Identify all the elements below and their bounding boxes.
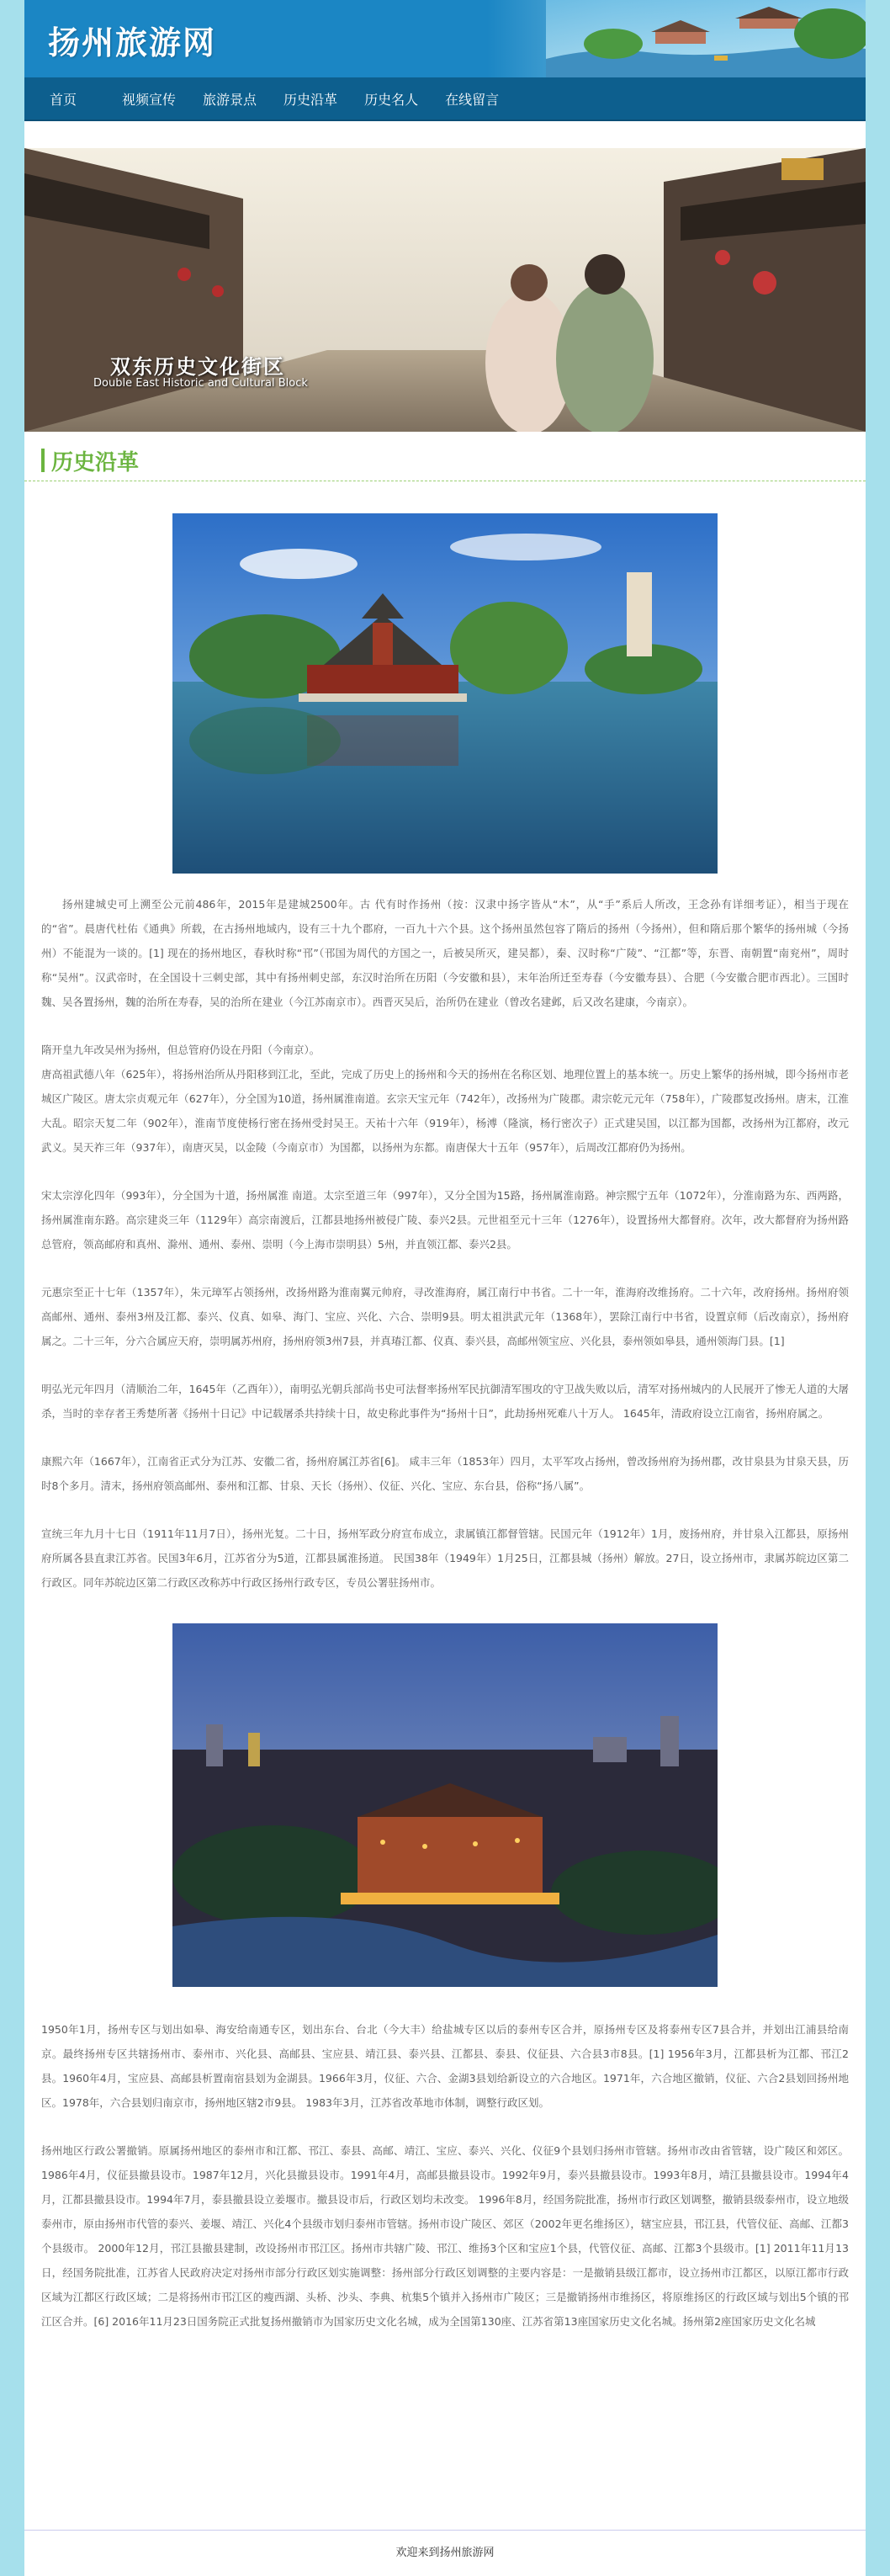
paragraph-group-9 (41, 2138, 849, 2334)
paragraph: 明弘光元年四月（清顺治二年，1645年（乙酉年）），南明弘光朝兵部尚书史可法督率扬州军民抗御清军围攻的守卫战失败以后，清军对扬州城内的人民展开了惨无人道的大屠杀，当时的幸存者王秀楚所著《扬州十日记》中记载屠杀共持续十日，故史称此事件为“扬州十日”，此劫扬州死难八十万人。 1645年，清政府设立江南省，扬州府属之。 (41, 1383, 849, 1420)
paragraph: 扬州地区行政公署撤销。原属扬州地区的泰州市和江都、邗江、泰县、高邮、靖江、宝应、泰兴、兴化、仪征9个县划归扬州市管辖。扬州市改由省管辖，设广陵区和郊区。1986年4月，仪征县撤县设市。1987年12月，兴化县撤县设市。1991年4月，高邮县撤县设市。1992年9月，泰兴县撤县设市。1993年8月，靖江县撤县设市。1994年4月，江都县撤县设市。1994年7月，泰县撤县设立姜堰市。撤县设市后，行政区划均未改变。 1996年8月，经国务院批准，扬州市行政区划调整，撤销县级泰州市，设立地级泰州市，原由扬州市代管的泰兴、姜堰、靖江、兴化4个县级市划归泰州市管辖。扬州市设广陵区、郊区（2002年更名维扬区），辖宝应县，邗江县，代管仪征、高邮、江都3个县级市。 2000年12月，邗江县撤县建制，改设扬州市邗江区。扬州市共辖广陵、邗江、维扬3个区和宝应1个县，代管仪征、高邮、江都3个县级市。[1] 2011年11月13日，经国务院批准，江苏省人民政府决定对扬州市部分行政区划实施调整：扬州部分行政区划调整的主要内容是：一是撤销县级江都市，设立扬州市江都区，以原江都市行政区域为江都区行政区域；二是将扬州市邗江区的瘦西湖、头桥、沙头、李典、杭集5个镇并入扬州市广陵区；三是撤销扬州市维扬区，将原维扬区的行政区域与划出5个镇的邗江区合并。[6] 2016年11月23日国务院正式批复扬州撤销市为国家历史文化名城，成为全国第130座、江苏省第13座国家历史文化名城。扬州第2座国家历史文化名城 (41, 2144, 849, 2328)
pavilion-lake-photo (172, 513, 718, 874)
article-content (24, 513, 866, 2334)
site-header (24, 0, 866, 77)
nav-video[interactable]: 视频宣传 (122, 91, 177, 108)
paragraph-group-3 (41, 1183, 849, 1256)
main-nav (24, 77, 866, 121)
nav-home[interactable]: 首页 (50, 91, 77, 108)
nav-scenic-spots[interactable]: 旅游景点 (203, 91, 257, 108)
site-logo[interactable]: 扬州旅游网 (48, 24, 217, 61)
paragraph: 宣统三年九月十七日（1911年11月7日），扬州光复。二十日，扬州军政分府宣布成立，隶属镇江都督管辖。民国元年（1912年）1月，废扬州府，并甘泉入江都县，原扬州府所属各县直隶江苏省。民国3年6月，江苏省分为5道，江都县属淮扬道。 民国38年（1949年）1月25日，江都县城（扬州）解放。27日，设立扬州市，隶属苏皖边区第二行政区。同年苏皖边区第二行政区改称苏中行政区扬州行政专区，专员公署驻扬州市。 (41, 1527, 849, 1589)
paragraph: 宋太宗淳化四年（993年），分全国为十道，扬州属淮 南道。太宗至道三年（997年），又分全国为15路，扬州属淮南路。神宗熙宁五年（1072年），分淮南路为东、西两路，扬州属淮南东路。高宗建炎三年（1129年）高宗南渡后，江都县地扬州被侵广陵、泰兴2县。元世祖至元十三年（1276年），设置扬州大都督府。次年，改大都督府为扬州路总管府，领高邮府和真州、滁州、通州、泰州、崇明（今上海市崇明县）5州，并直领江都、泰兴2县。 (41, 1189, 849, 1251)
paragraph-group-5 (41, 1377, 849, 1426)
paragraph: 隋开皇九年改吴州为扬州，但总管府仍设在丹阳（今南京）。 (41, 1044, 321, 1056)
banner-subtitle: Double East Historic and Cultural Block (93, 377, 308, 390)
nav-history[interactable]: 历史沿革 (283, 91, 338, 108)
paragraph-group-8 (41, 2017, 849, 2115)
site-footer: 欢迎来到扬州旅游网 (24, 2530, 866, 2576)
nav-guestbook[interactable]: 在线留言 (445, 91, 500, 108)
section-title: 历史沿革 (51, 449, 140, 475)
paragraph: 唐高祖武德八年（625年），将扬州治所从丹阳移到江北，至此，完成了历史上的扬州和今天的扬州在名称区划、地理位置上的基本统一。历史上繁华的扬州城，即今扬州市老城区广陵区。唐太宗贞观元年（627年），分全国为10道，扬州属淮南道。玄宗天宝元年（742年），改扬州为广陵郡。肃宗乾元元年（758年），广陵郡复改扬州。唐末，江淮大乱。昭宗天复二年（902年），淮南节度使杨行密在扬州受封吴王。天祐十六年（919年），杨溥（隆演，杨行密次子）正式建吴国，以江都为国都，改扬州为江都府，改元武义。吴天祚三年（937年），南唐灭吴，以金陵（今南京市）为国都，以扬州为东都。南唐保大十五年（957年），后周改江都府仍为扬州。 (41, 1068, 849, 1154)
paragraph-group-1 (41, 892, 849, 1014)
paragraph: 扬州建城史可上溯至公元前486年，2015年是建城2500年。古 代有时作扬州（按：汉隶中扬字皆从“木”，从“手”系后人所改，王念孙有详细考证），相当于现在的“省”。晨唐代杜佑《通典》所载，在古扬州地域内，设有三十九个郡府，一百九十六个县。这个扬州虽然包容了隋后的扬州（今扬州），但和隋后那个繁华的扬州城（今扬州）不能混为一谈的。[1] 现在的扬州地区，春秋时称“邗”（邗国为周代的方国之一，后被吴所灭，建吴都），秦、汉时称“广陵”、“江都”等，东晋、南朝置“南兖州”，周时称“吴州”。汉武帝时，在全国设十三刺史部，其中有扬州刺史部，东汉时治所在历阳（今安徽和县），末年治所迁至寿春（今安徽寿县）、合肥（今安徽合肥市西北）。三国时魏、吴各置扬州，魏的治所在寿春，吴的治所在建业（今江苏南京市）。西晋灭吴后，治所仍在建业（曾改名建邺，后又改名建康，今南京）。 (41, 898, 849, 1008)
page (24, 0, 866, 2576)
paragraph: 元惠宗至正十七年（1357年），朱元璋军占领扬州，改扬州路为淮南翼元帅府，寻改淮海府，属江南行中书省。二十一年，淮海府改维扬府。二十六年，改府扬州。扬州府领高邮州、通州、泰州3州及江都、泰兴、仪真、如皋、海门、宝应、兴化、六合、崇明9县。明太祖洪武元年（1368年），罢除江南行中书省，设置京师（后改南京），扬州府属之。二十三年，分六合属应天府，崇明属苏州府，扬州府领3州7县，并真瑃江都、仪真、泰兴县，高邮州领宝应、兴化县，泰州领如皋县，通州领海门县。[1] (41, 1286, 849, 1347)
banner-image (24, 148, 866, 432)
paragraph: 康熙六年（1667年），江南省正式分为江苏、安徽二省，扬州府属江苏省[6]。 咸丰三年（1853年）四月，太平军攻占扬州，曾改扬州府为扬州郡，改甘泉县为甘泉天县，历时8个多月。清末，扬州府领高邮州、泰州和江都、甘泉、天长（扬州）、仪征、兴化、宝应、东台县，俗称“扬八属”。 (41, 1455, 849, 1492)
paragraph-group-6 (41, 1449, 849, 1498)
paragraph-group-4 (41, 1280, 849, 1353)
city-night-photo (172, 1623, 718, 1987)
section-heading (24, 440, 866, 481)
heading-accent-bar (41, 449, 45, 472)
paragraph: 1950年1月，扬州专区与划出如皋、海安给南通专区，划出东台、台北（今大丰）给盐城专区以后的泰州专区合并，原扬州专区及将泰州专区7县合并，并划出江浦县给南京。最终扬州专区共辖扬州市、泰州市、兴化县、高邮县、宝应县、靖江县、泰兴县、江都县、泰县、仪征县、六合县3市8县。[1] 1956年3月，江都县析为江都、邗江2县。1960年4月，宝应县、高邮县析置南宿县划为金湖县。1966年3月，仪征、六合、金湖3县划给新设立的六合地区。1971年，六合地区撤销，仪征、六合2县划回扬州地区。1978年，六合县划归南京市，扬州地区辖2市9县。 1983年3月，江苏省改革地市体制，调整行政区划。 (41, 2023, 849, 2109)
banner-title: 双东历史文化街区 (110, 355, 285, 379)
nav-celebrities[interactable]: 历史名人 (364, 91, 419, 108)
header-scenery-image (546, 0, 866, 77)
paragraph-group-2 (41, 1038, 849, 1160)
paragraph-group-7 (41, 1522, 849, 1595)
